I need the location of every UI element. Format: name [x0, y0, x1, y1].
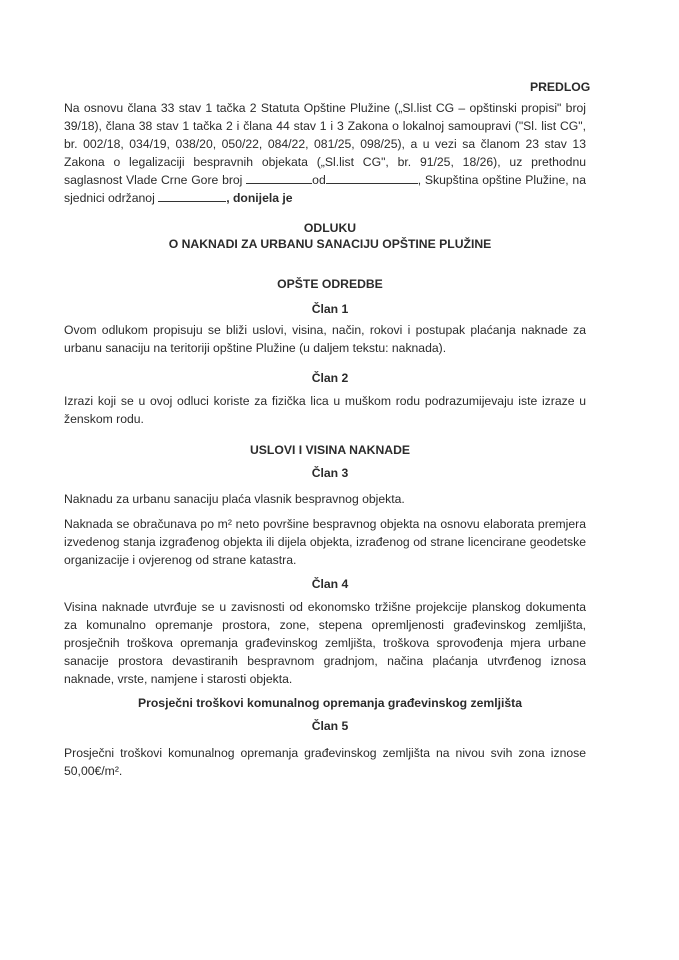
session-date-blank [158, 189, 226, 202]
preamble-text: Na osnovu člana 33 stav 1 tačka 2 Statuta Opštine Plužine („Sl.list CG – opštinski propisi" broj 39/18), člana 38 stav 1 tačka 2 i člana 44 stav 1 i 3 Zakona o lokalnoj samoupravi ("Sl. list CG", br. 002/18, 034/19, 038/20, 050/22, 084/22, 081/25, 098/25), a u vezi sa članom 23 stav 13 Zakona o legalizaciji bespravnih objekata („Sl.list CG", br. 91/25, 18/26), uz prethodnu saglasnost Vlade Crne Gore broj [64, 101, 586, 187]
preamble-adopted: , donijela je [226, 191, 293, 205]
draft-label: PREDLOG [530, 80, 591, 94]
preamble-od: od [312, 173, 326, 187]
article-4-text: Visina naknade utvrđuje se u zavisnosti od ekonomsko tržišne projekcije planskog dokumenta za komunalno opremanje prostora, zone, stepena opremljenosti građevinskog zemljišta, prosječnih troškova opremanja građevinskog zemljišta, troškova sprovođenja mjera urbane sanacije prostora devastiranih bespravnom gradnjom, načina plaćanja utvrđenog iznosa naknade, vrste, namjene i starosti objekta. [64, 600, 586, 686]
article-5-title: Član 5 [311, 719, 349, 733]
document-title: ODLUKU [303, 221, 357, 235]
section-conditions: USLOVI I VISINA NAKNADE [249, 443, 411, 457]
document-subtitle: O NAKNADI ZA URBANU SANACIJU OPŠTINE PLUŽINE [168, 237, 492, 251]
article-2-title: Član 2 [311, 371, 349, 385]
article-5-text: Prosječni troškovi komunalnog opremanja građevinskog zemljišta na nivou svih zona iznose 50,00€/m². [64, 746, 586, 778]
government-date-blank [326, 171, 418, 184]
article-3-title: Član 3 [311, 466, 349, 480]
article-1-text: Ovom odlukom propisuju se bliži uslovi, visina, način, rokovi i postupak plaćanja naknade za urbanu sanaciju na teritoriji opštine Plužine (u daljem tekstu: naknada). [64, 323, 586, 355]
article-3-paragraph-2: Naknada se obračunava po m² neto površine bespravnog objekta na osnovu elaborata premjera izvedenog stanja izgrađenog objekta ili dijela objekta, izrađenog od strane licencirane geodetske organizacije i ovjerenog od strane katastra. [64, 517, 586, 567]
government-number-blank [246, 171, 312, 184]
article-4-title: Član 4 [311, 577, 349, 591]
section-general-provisions: OPŠTE ODREDBE [277, 277, 383, 291]
article-3-paragraph-1: Naknadu za urbanu sanaciju plaća vlasnik bespravnog objekta. [64, 492, 405, 506]
preamble-assembly: , Skupština opštine Plužine, na sjednici održanoj [64, 173, 586, 205]
article-1-title: Član 1 [311, 302, 349, 316]
preamble [64, 99, 586, 207]
article-2-text: Izrazi koji se u ovoj odluci koriste za fizička lica u muškom rodu podrazumijevaju iste izraze u ženskom rodu. [64, 394, 586, 426]
section-average-costs: Prosječni troškovi komunalnog opremanja građevinskog zemljišta [137, 696, 522, 710]
